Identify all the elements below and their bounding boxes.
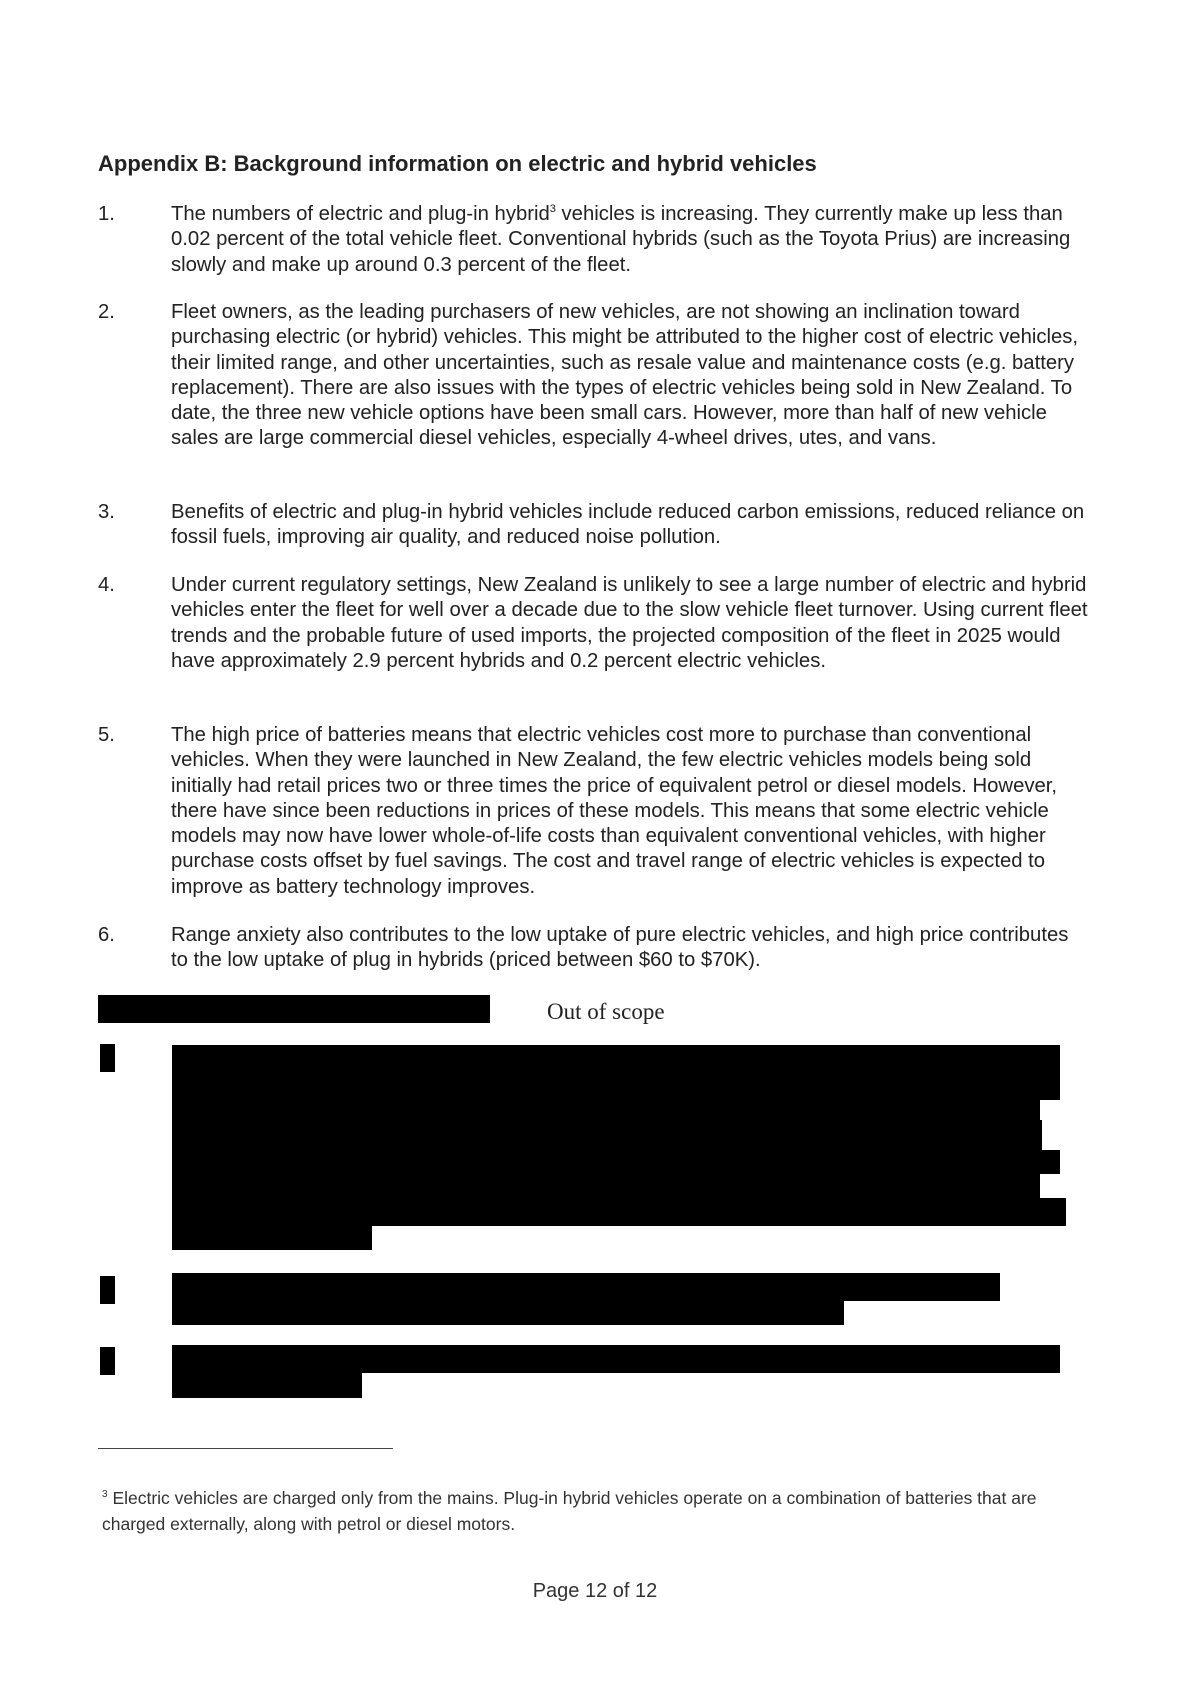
appendix-heading: Appendix B: Background information on electric and hybrid vehicles [98, 151, 817, 176]
paragraph-number: 5. [98, 724, 115, 746]
paragraph-text: The high price of batteries means that electric vehicles cost more to purchase than conventional vehicles. When they were launched in New Zealand, the few electric vehicles models being sold initially had retail prices two or three times the price of equivalent petrol or diesel models. However, there have since been reductions in prices of these models. This means that some electric vehicle models may now have lower whole-of-life costs than equivalent conventional vehicles, with higher purchase costs offset by fuel savings. The cost and travel range of electric vehicles is expected to improve as battery technology improves. [171, 724, 1058, 898]
footnote-separator [98, 1448, 393, 1449]
redaction-line-block [172, 1299, 844, 1325]
paragraph-text [171, 202, 1088, 278]
redaction-number-block [100, 1276, 115, 1304]
paragraph-number: 1. [98, 203, 115, 225]
paragraph-text-part: vehicles is increasing. They currently make up less than 0.02 percent of the total vehicle fleet. Conventional hybrids (such as the Toyota Prius) are increasing slowly and make up around 0.3 percent of the fleet. [171, 203, 1071, 276]
footnote-reference: 3 [549, 203, 556, 216]
paragraph-number: 2. [98, 301, 115, 323]
redaction-line-block [172, 1198, 1066, 1226]
footnote-marker: 3 [102, 1489, 108, 1501]
redaction-line-block [172, 1371, 362, 1398]
footnote-text: Electric vehicles are charged only from the mains. Plug-in hybrid vehicles operate on a combination of batteries that are charged externally, along with petrol or diesel motors. [102, 1488, 1037, 1534]
redaction-line-block [172, 1224, 372, 1250]
paragraph-2 [98, 300, 1088, 452]
redaction-line-block [172, 1098, 1040, 1122]
redaction-line-block [172, 1150, 1060, 1174]
paragraph-4 [98, 573, 1088, 674]
paragraph-text: Benefits of electric and plug-in hybrid vehicles include reduced carbon emissions, reduced reliance on fossil fuels, improving air quality, and reduced noise pollution. [171, 501, 1085, 549]
paragraph-number: 4. [98, 574, 115, 596]
redaction-line-block [172, 1066, 1060, 1100]
paragraph-text: Under current regulatory settings, New Zealand is unlikely to see a large number of electric and hybrid vehicles enter the fleet for well over a decade due to the slow vehicle fleet turnover. Using current fleet trends and the probable future of used imports, the projected composition of the fleet in 2025 would have approximately 2.9 percent hybrids and 0.2 percent electric vehicles. [171, 574, 1088, 672]
redaction-number-block [100, 1347, 115, 1375]
redaction-heading-block [98, 995, 490, 1023]
paragraph-3 [98, 500, 1088, 551]
paragraph-text-part: The numbers of electric and plug-in hybrid [171, 203, 550, 225]
redaction-line-block [172, 1120, 1042, 1152]
page-number: Page 12 of 12 [532, 1580, 658, 1602]
redaction-line-block [172, 1273, 1000, 1301]
redaction-number-block [100, 1044, 115, 1072]
redaction-line-block [172, 1345, 1060, 1373]
paragraph-5 [98, 723, 1088, 900]
paragraph-1 [98, 202, 1088, 278]
redaction-line-block [172, 1045, 1060, 1068]
paragraph-text: Range anxiety also contributes to the low uptake of pure electric vehicles, and high price contributes to the low uptake of plug in hybrids (priced between $60 to $70K). [171, 924, 1069, 972]
footnote [102, 1485, 1062, 1537]
paragraph-number: 6. [98, 924, 115, 946]
paragraph-text: Fleet owners, as the leading purchasers of new vehicles, are not showing an inclination toward purchasing electric (or hybrid) vehicles. This might be attributed to the higher cost of electric vehicles, their limited range, and other uncertainties, such as resale value and maintenance costs (e.g. battery replacement). There are also issues with the types of electric vehicles being sold in New Zealand. To date, the three new vehicle options have been small cars. However, more than half of new vehicle sales are large commercial diesel vehicles, especially 4-wheel drives, utes, and vans. [171, 301, 1079, 450]
redaction-label: Out of scope [547, 999, 665, 1024]
paragraph-6 [98, 923, 1088, 974]
paragraph-number: 3. [98, 501, 115, 523]
